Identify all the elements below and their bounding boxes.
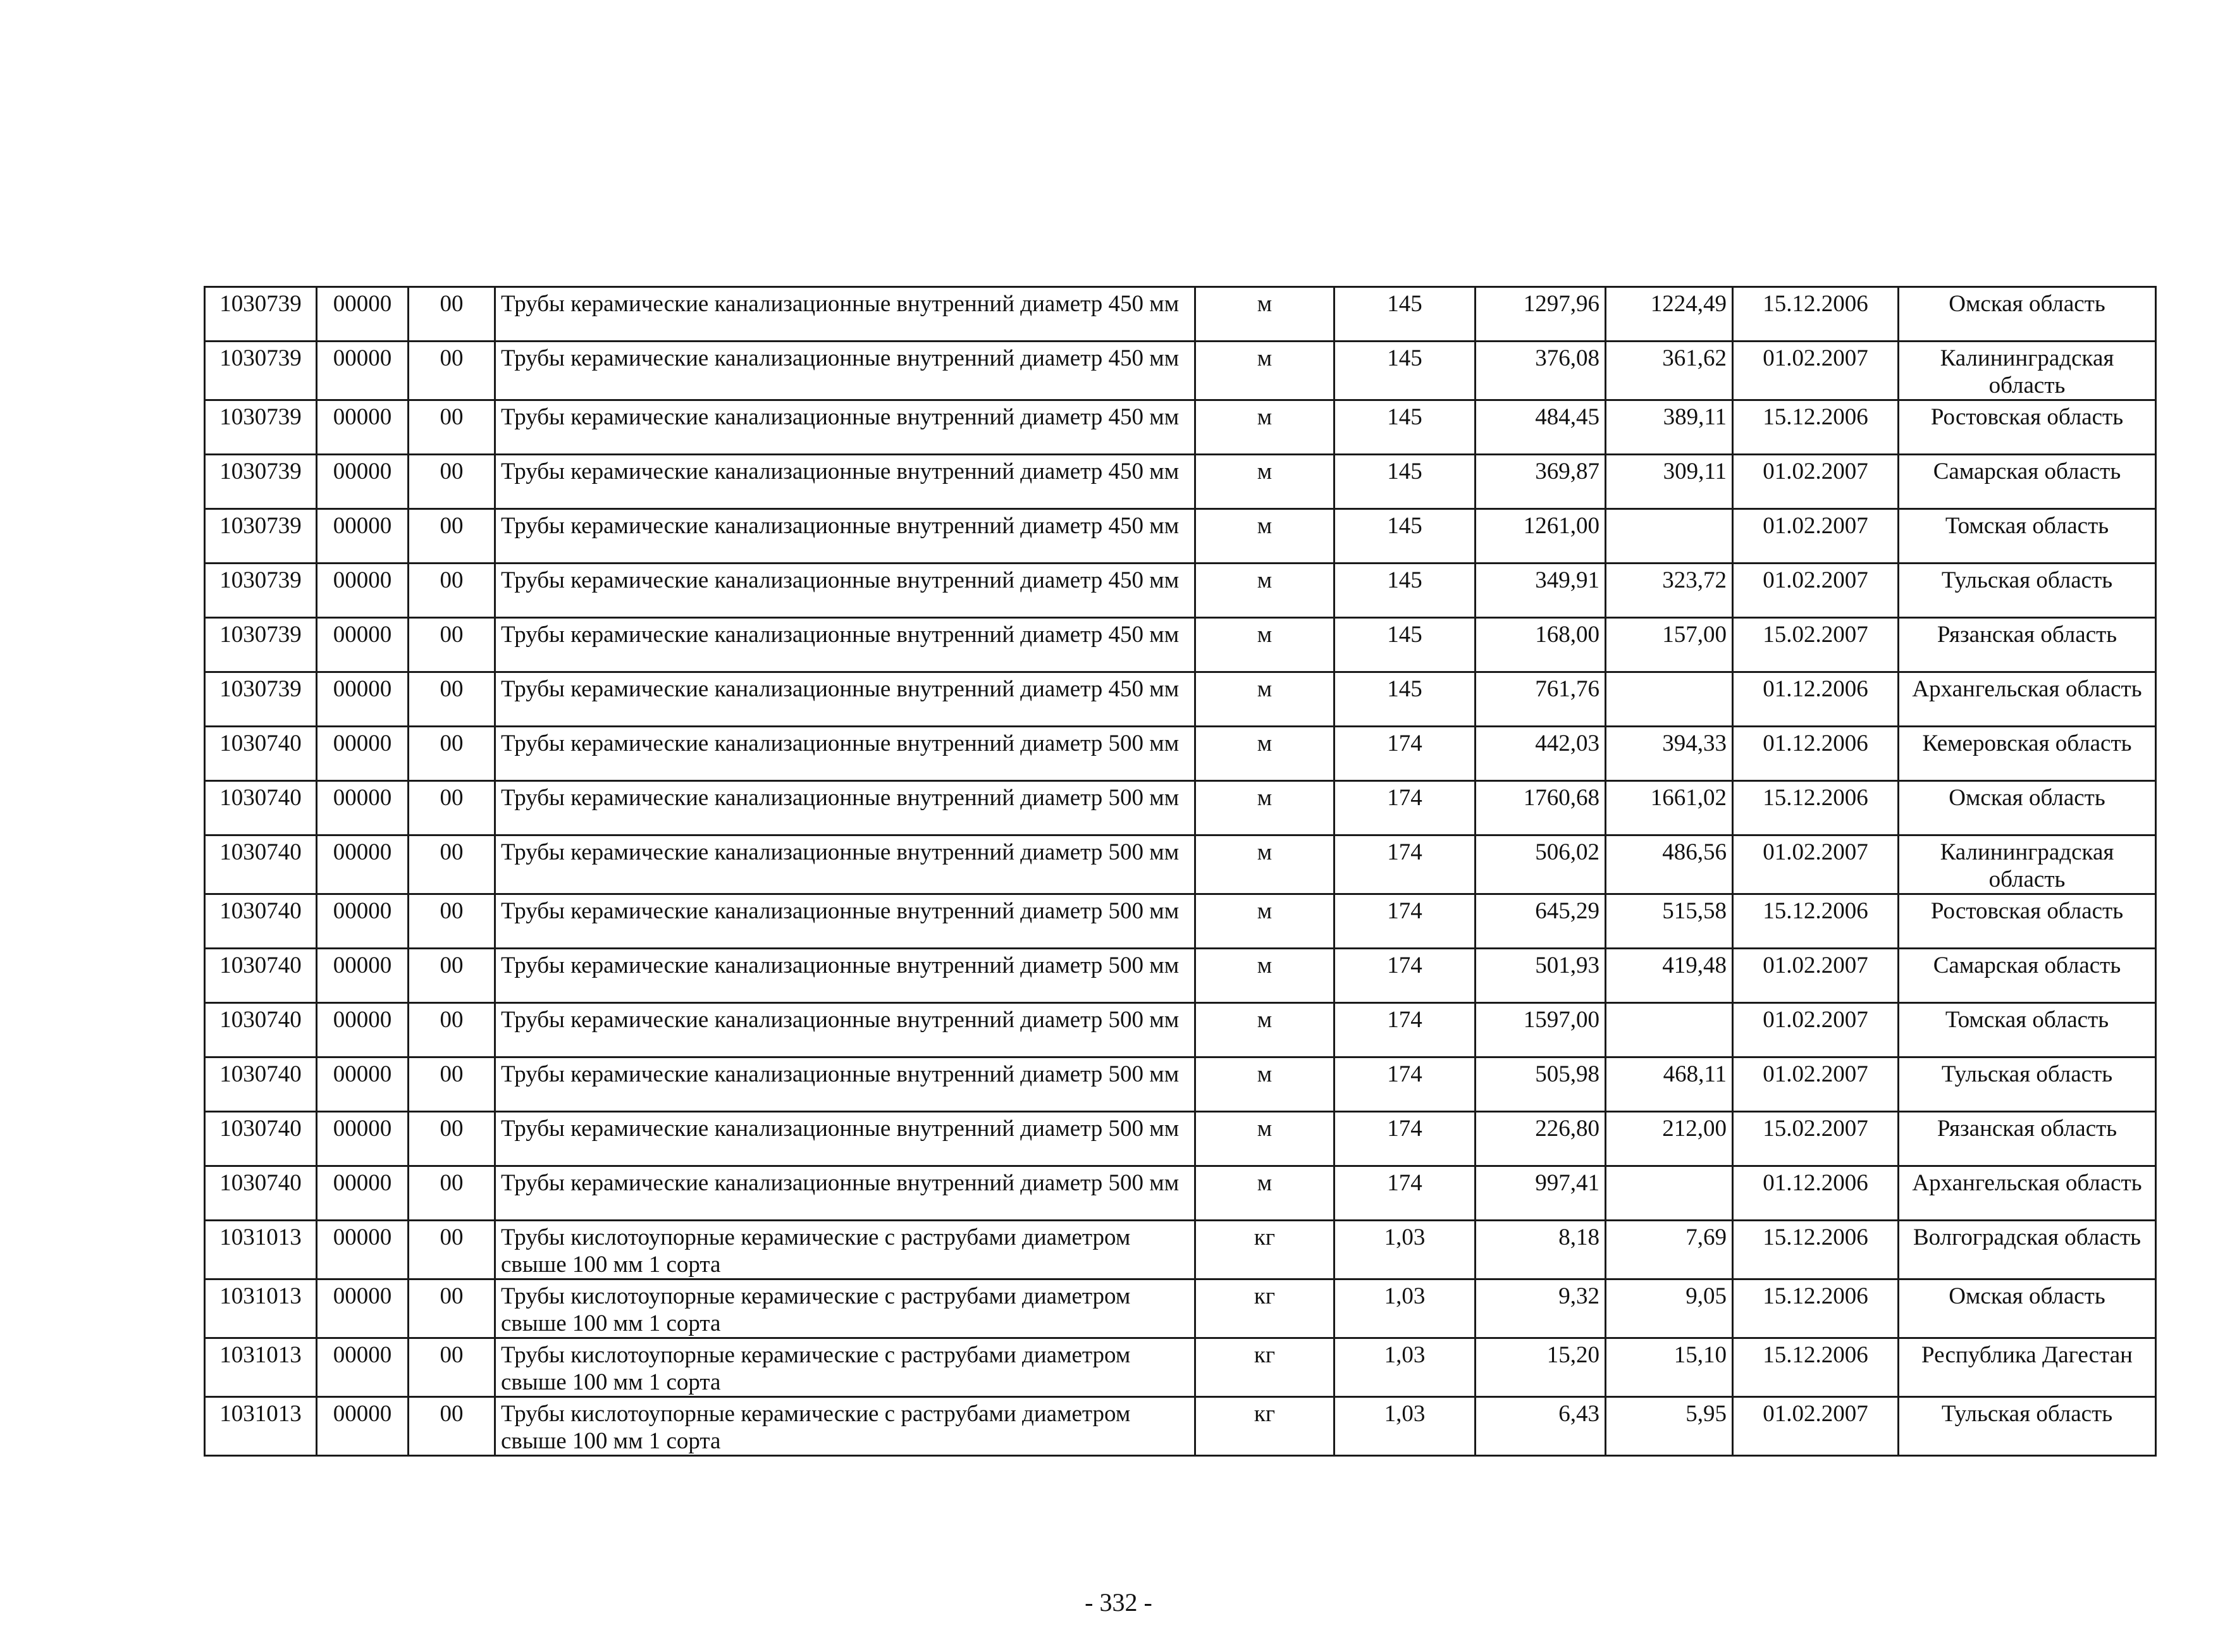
price-cell: 8,18 (1476, 1221, 1606, 1279)
price-cell: 484,45 (1476, 400, 1606, 455)
price-cell: 9,32 (1476, 1279, 1606, 1338)
unit-cell: м (1195, 894, 1334, 949)
unit-cell: м (1195, 835, 1334, 894)
table-row (205, 342, 2156, 400)
price-cell: 6,43 (1476, 1397, 1606, 1456)
description-cell: Трубы керамические канализационные внутренний диаметр 450 мм (495, 672, 1195, 727)
price-without-vat-cell (1606, 1166, 1733, 1221)
sub-code-cell: 00000 (317, 835, 409, 894)
coefficient-cell: 174 (1334, 1057, 1476, 1112)
price-without-vat-cell: 157,00 (1606, 618, 1733, 672)
ext-code-cell: 00 (409, 618, 495, 672)
unit-cell: м (1195, 342, 1334, 400)
table-row (205, 894, 2156, 949)
resource-code-cell: 1030740 (205, 781, 317, 835)
table-row (205, 672, 2156, 727)
table-row (205, 509, 2156, 564)
price-without-vat-cell: 1224,49 (1606, 287, 1733, 342)
price-cell: 1297,96 (1476, 287, 1606, 342)
ext-code-cell: 00 (409, 1112, 495, 1166)
resource-code-cell: 1030739 (205, 287, 317, 342)
table-row (205, 727, 2156, 781)
ext-code-cell: 00 (409, 781, 495, 835)
date-cell: 15.12.2006 (1733, 894, 1899, 949)
description-cell: Трубы керамические канализационные внутренний диаметр 500 мм (495, 1166, 1195, 1221)
ext-code-cell: 00 (409, 287, 495, 342)
ext-code-cell: 00 (409, 1338, 495, 1397)
description-cell: Трубы керамические канализационные внутренний диаметр 500 мм (495, 894, 1195, 949)
region-cell: Республика Дагестан (1899, 1338, 2156, 1397)
region-cell: Томская область (1899, 1003, 2156, 1057)
table-row (205, 455, 2156, 509)
sub-code-cell: 00000 (317, 342, 409, 400)
sub-code-cell: 00000 (317, 1338, 409, 1397)
sub-code-cell: 00000 (317, 509, 409, 564)
sub-code-cell: 00000 (317, 727, 409, 781)
resource-code-cell: 1030740 (205, 1166, 317, 1221)
coefficient-cell: 174 (1334, 1003, 1476, 1057)
region-cell: Архангельская область (1899, 672, 2156, 727)
price-cell: 376,08 (1476, 342, 1606, 400)
resource-code-cell: 1031013 (205, 1338, 317, 1397)
resource-code-cell: 1030740 (205, 894, 317, 949)
price-cell: 761,76 (1476, 672, 1606, 727)
unit-cell: м (1195, 672, 1334, 727)
region-cell: Калининградская область (1899, 342, 2156, 400)
resource-code-cell: 1031013 (205, 1279, 317, 1338)
date-cell: 15.12.2006 (1733, 287, 1899, 342)
price-without-vat-cell (1606, 1003, 1733, 1057)
ext-code-cell: 00 (409, 1221, 495, 1279)
sub-code-cell: 00000 (317, 618, 409, 672)
sub-code-cell: 00000 (317, 672, 409, 727)
date-cell: 01.02.2007 (1733, 1003, 1899, 1057)
unit-cell: м (1195, 1112, 1334, 1166)
table-row (205, 287, 2156, 342)
description-cell: Трубы керамические канализационные внутренний диаметр 500 мм (495, 1057, 1195, 1112)
unit-cell: м (1195, 1003, 1334, 1057)
description-cell: Трубы керамические канализационные внутренний диаметр 500 мм (495, 1003, 1195, 1057)
region-cell: Волгоградская область (1899, 1221, 2156, 1279)
region-cell: Кемеровская область (1899, 727, 2156, 781)
price-without-vat-cell (1606, 509, 1733, 564)
price-without-vat-cell: 7,69 (1606, 1221, 1733, 1279)
price-without-vat-cell: 468,11 (1606, 1057, 1733, 1112)
description-cell: Трубы керамические канализационные внутренний диаметр 450 мм (495, 455, 1195, 509)
price-cell: 168,00 (1476, 618, 1606, 672)
unit-cell: м (1195, 1166, 1334, 1221)
coefficient-cell: 1,03 (1334, 1279, 1476, 1338)
price-cell: 501,93 (1476, 949, 1606, 1003)
coefficient-cell: 145 (1334, 672, 1476, 727)
sub-code-cell: 00000 (317, 1221, 409, 1279)
price-cell: 506,02 (1476, 835, 1606, 894)
description-cell: Трубы кислотоупорные керамические с раструбами диаметром свыше 100 мм 1 сорта (495, 1338, 1195, 1397)
coefficient-cell: 174 (1334, 894, 1476, 949)
coefficient-cell: 174 (1334, 1112, 1476, 1166)
unit-cell: кг (1195, 1279, 1334, 1338)
region-cell: Омская область (1899, 781, 2156, 835)
description-cell: Трубы керамические канализационные внутренний диаметр 450 мм (495, 618, 1195, 672)
unit-cell: м (1195, 949, 1334, 1003)
coefficient-cell: 145 (1334, 455, 1476, 509)
unit-cell: кг (1195, 1221, 1334, 1279)
sub-code-cell: 00000 (317, 949, 409, 1003)
table-body (205, 287, 2156, 1456)
date-cell: 15.02.2007 (1733, 1112, 1899, 1166)
coefficient-cell: 145 (1334, 564, 1476, 618)
coefficient-cell: 174 (1334, 949, 1476, 1003)
region-cell: Томская область (1899, 509, 2156, 564)
region-cell: Самарская область (1899, 455, 2156, 509)
coefficient-cell: 174 (1334, 1166, 1476, 1221)
resource-code-cell: 1030740 (205, 1057, 317, 1112)
description-cell: Трубы керамические канализационные внутренний диаметр 500 мм (495, 1112, 1195, 1166)
coefficient-cell: 145 (1334, 509, 1476, 564)
ext-code-cell: 00 (409, 727, 495, 781)
price-cell: 997,41 (1476, 1166, 1606, 1221)
table-row (205, 835, 2156, 894)
price-without-vat-cell: 9,05 (1606, 1279, 1733, 1338)
date-cell: 15.12.2006 (1733, 400, 1899, 455)
ext-code-cell: 00 (409, 342, 495, 400)
table-row (205, 564, 2156, 618)
price-cell: 226,80 (1476, 1112, 1606, 1166)
price-without-vat-cell: 394,33 (1606, 727, 1733, 781)
table-row (205, 1003, 2156, 1057)
sub-code-cell: 00000 (317, 1166, 409, 1221)
price-without-vat-cell: 419,48 (1606, 949, 1733, 1003)
description-cell: Трубы кислотоупорные керамические с раструбами диаметром свыше 100 мм 1 сорта (495, 1397, 1195, 1456)
price-without-vat-cell: 323,72 (1606, 564, 1733, 618)
resource-code-cell: 1030740 (205, 835, 317, 894)
description-cell: Трубы керамические канализационные внутренний диаметр 500 мм (495, 949, 1195, 1003)
description-cell: Трубы керамические канализационные внутренний диаметр 500 мм (495, 781, 1195, 835)
date-cell: 01.02.2007 (1733, 509, 1899, 564)
coefficient-cell: 174 (1334, 727, 1476, 781)
price-table (204, 286, 2157, 1457)
price-without-vat-cell: 309,11 (1606, 455, 1733, 509)
price-cell: 505,98 (1476, 1057, 1606, 1112)
table-row (205, 1112, 2156, 1166)
sub-code-cell: 00000 (317, 1279, 409, 1338)
coefficient-cell: 145 (1334, 287, 1476, 342)
date-cell: 01.02.2007 (1733, 455, 1899, 509)
price-cell: 1760,68 (1476, 781, 1606, 835)
price-without-vat-cell: 5,95 (1606, 1397, 1733, 1456)
description-cell: Трубы керамические канализационные внутренний диаметр 450 мм (495, 342, 1195, 400)
price-without-vat-cell: 15,10 (1606, 1338, 1733, 1397)
ext-code-cell: 00 (409, 894, 495, 949)
date-cell: 15.12.2006 (1733, 781, 1899, 835)
sub-code-cell: 00000 (317, 781, 409, 835)
sub-code-cell: 00000 (317, 894, 409, 949)
table-row (205, 1221, 2156, 1279)
price-cell: 1597,00 (1476, 1003, 1606, 1057)
table-row (205, 781, 2156, 835)
region-cell: Омская область (1899, 287, 2156, 342)
date-cell: 01.02.2007 (1733, 564, 1899, 618)
table-row (205, 1279, 2156, 1338)
resource-code-cell: 1031013 (205, 1221, 317, 1279)
sub-code-cell: 00000 (317, 1003, 409, 1057)
price-cell: 442,03 (1476, 727, 1606, 781)
sub-code-cell: 00000 (317, 455, 409, 509)
resource-code-cell: 1030740 (205, 949, 317, 1003)
region-cell: Рязанская область (1899, 618, 2156, 672)
table-row (205, 1057, 2156, 1112)
resource-code-cell: 1030739 (205, 509, 317, 564)
description-cell: Трубы керамические канализационные внутренний диаметр 500 мм (495, 727, 1195, 781)
coefficient-cell: 1,03 (1334, 1221, 1476, 1279)
ext-code-cell: 00 (409, 1166, 495, 1221)
price-without-vat-cell: 486,56 (1606, 835, 1733, 894)
region-cell: Ростовская область (1899, 400, 2156, 455)
coefficient-cell: 145 (1334, 342, 1476, 400)
unit-cell: м (1195, 509, 1334, 564)
resource-code-cell: 1030739 (205, 455, 317, 509)
date-cell: 01.12.2006 (1733, 1166, 1899, 1221)
region-cell: Самарская область (1899, 949, 2156, 1003)
ext-code-cell: 00 (409, 672, 495, 727)
ext-code-cell: 00 (409, 949, 495, 1003)
date-cell: 01.02.2007 (1733, 835, 1899, 894)
date-cell: 01.02.2007 (1733, 1397, 1899, 1456)
ext-code-cell: 00 (409, 400, 495, 455)
date-cell: 15.12.2006 (1733, 1279, 1899, 1338)
coefficient-cell: 145 (1334, 618, 1476, 672)
price-without-vat-cell: 212,00 (1606, 1112, 1733, 1166)
unit-cell: кг (1195, 1338, 1334, 1397)
sub-code-cell: 00000 (317, 564, 409, 618)
table-row (205, 1166, 2156, 1221)
date-cell: 15.12.2006 (1733, 1221, 1899, 1279)
date-cell: 15.02.2007 (1733, 618, 1899, 672)
sub-code-cell: 00000 (317, 287, 409, 342)
coefficient-cell: 145 (1334, 400, 1476, 455)
table-row (205, 400, 2156, 455)
date-cell: 01.02.2007 (1733, 949, 1899, 1003)
unit-cell: кг (1195, 1397, 1334, 1456)
table-row (205, 1397, 2156, 1456)
price-cell: 645,29 (1476, 894, 1606, 949)
unit-cell: м (1195, 287, 1334, 342)
ext-code-cell: 00 (409, 1003, 495, 1057)
ext-code-cell: 00 (409, 835, 495, 894)
table-row (205, 949, 2156, 1003)
sub-code-cell: 00000 (317, 1112, 409, 1166)
date-cell: 01.02.2007 (1733, 1057, 1899, 1112)
resource-code-cell: 1030739 (205, 618, 317, 672)
ext-code-cell: 00 (409, 564, 495, 618)
resource-code-cell: 1030740 (205, 1112, 317, 1166)
resource-code-cell: 1030739 (205, 400, 317, 455)
description-cell: Трубы керамические канализационные внутренний диаметр 450 мм (495, 509, 1195, 564)
description-cell: Трубы керамические канализационные внутренний диаметр 450 мм (495, 400, 1195, 455)
price-without-vat-cell: 515,58 (1606, 894, 1733, 949)
description-cell: Трубы кислотоупорные керамические с раструбами диаметром свыше 100 мм 1 сорта (495, 1279, 1195, 1338)
price-without-vat-cell: 361,62 (1606, 342, 1733, 400)
price-without-vat-cell (1606, 672, 1733, 727)
price-cell: 1261,00 (1476, 509, 1606, 564)
ext-code-cell: 00 (409, 1057, 495, 1112)
ext-code-cell: 00 (409, 1279, 495, 1338)
coefficient-cell: 1,03 (1334, 1397, 1476, 1456)
price-cell: 15,20 (1476, 1338, 1606, 1397)
page-number: - 332 - (1085, 1588, 1152, 1617)
unit-cell: м (1195, 400, 1334, 455)
ext-code-cell: 00 (409, 1397, 495, 1456)
ext-code-cell: 00 (409, 509, 495, 564)
region-cell: Архангельская область (1899, 1166, 2156, 1221)
unit-cell: м (1195, 727, 1334, 781)
sub-code-cell: 00000 (317, 1057, 409, 1112)
unit-cell: м (1195, 455, 1334, 509)
price-cell: 349,91 (1476, 564, 1606, 618)
date-cell: 01.12.2006 (1733, 727, 1899, 781)
sub-code-cell: 00000 (317, 1397, 409, 1456)
unit-cell: м (1195, 781, 1334, 835)
date-cell: 01.12.2006 (1733, 672, 1899, 727)
unit-cell: м (1195, 618, 1334, 672)
resource-code-cell: 1030739 (205, 564, 317, 618)
sub-code-cell: 00000 (317, 400, 409, 455)
table-row (205, 1338, 2156, 1397)
region-cell: Тульская область (1899, 1057, 2156, 1112)
coefficient-cell: 174 (1334, 835, 1476, 894)
description-cell: Трубы керамические канализационные внутренний диаметр 450 мм (495, 564, 1195, 618)
resource-code-cell: 1030739 (205, 672, 317, 727)
region-cell: Тульская область (1899, 564, 2156, 618)
region-cell: Ростовская область (1899, 894, 2156, 949)
ext-code-cell: 00 (409, 455, 495, 509)
unit-cell: м (1195, 564, 1334, 618)
coefficient-cell: 174 (1334, 781, 1476, 835)
price-without-vat-cell: 389,11 (1606, 400, 1733, 455)
date-cell: 15.12.2006 (1733, 1338, 1899, 1397)
table-row (205, 618, 2156, 672)
date-cell: 01.02.2007 (1733, 342, 1899, 400)
resource-code-cell: 1030740 (205, 1003, 317, 1057)
resource-code-cell: 1030740 (205, 727, 317, 781)
region-cell: Тульская область (1899, 1397, 2156, 1456)
region-cell: Калининградская область (1899, 835, 2156, 894)
description-cell: Трубы керамические канализационные внутренний диаметр 500 мм (495, 835, 1195, 894)
unit-cell: м (1195, 1057, 1334, 1112)
description-cell: Трубы керамические канализационные внутренний диаметр 450 мм (495, 287, 1195, 342)
price-cell: 369,87 (1476, 455, 1606, 509)
resource-code-cell: 1031013 (205, 1397, 317, 1456)
region-cell: Рязанская область (1899, 1112, 2156, 1166)
price-without-vat-cell: 1661,02 (1606, 781, 1733, 835)
region-cell: Омская область (1899, 1279, 2156, 1338)
description-cell: Трубы кислотоупорные керамические с раструбами диаметром свыше 100 мм 1 сорта (495, 1221, 1195, 1279)
resource-code-cell: 1030739 (205, 342, 317, 400)
coefficient-cell: 1,03 (1334, 1338, 1476, 1397)
